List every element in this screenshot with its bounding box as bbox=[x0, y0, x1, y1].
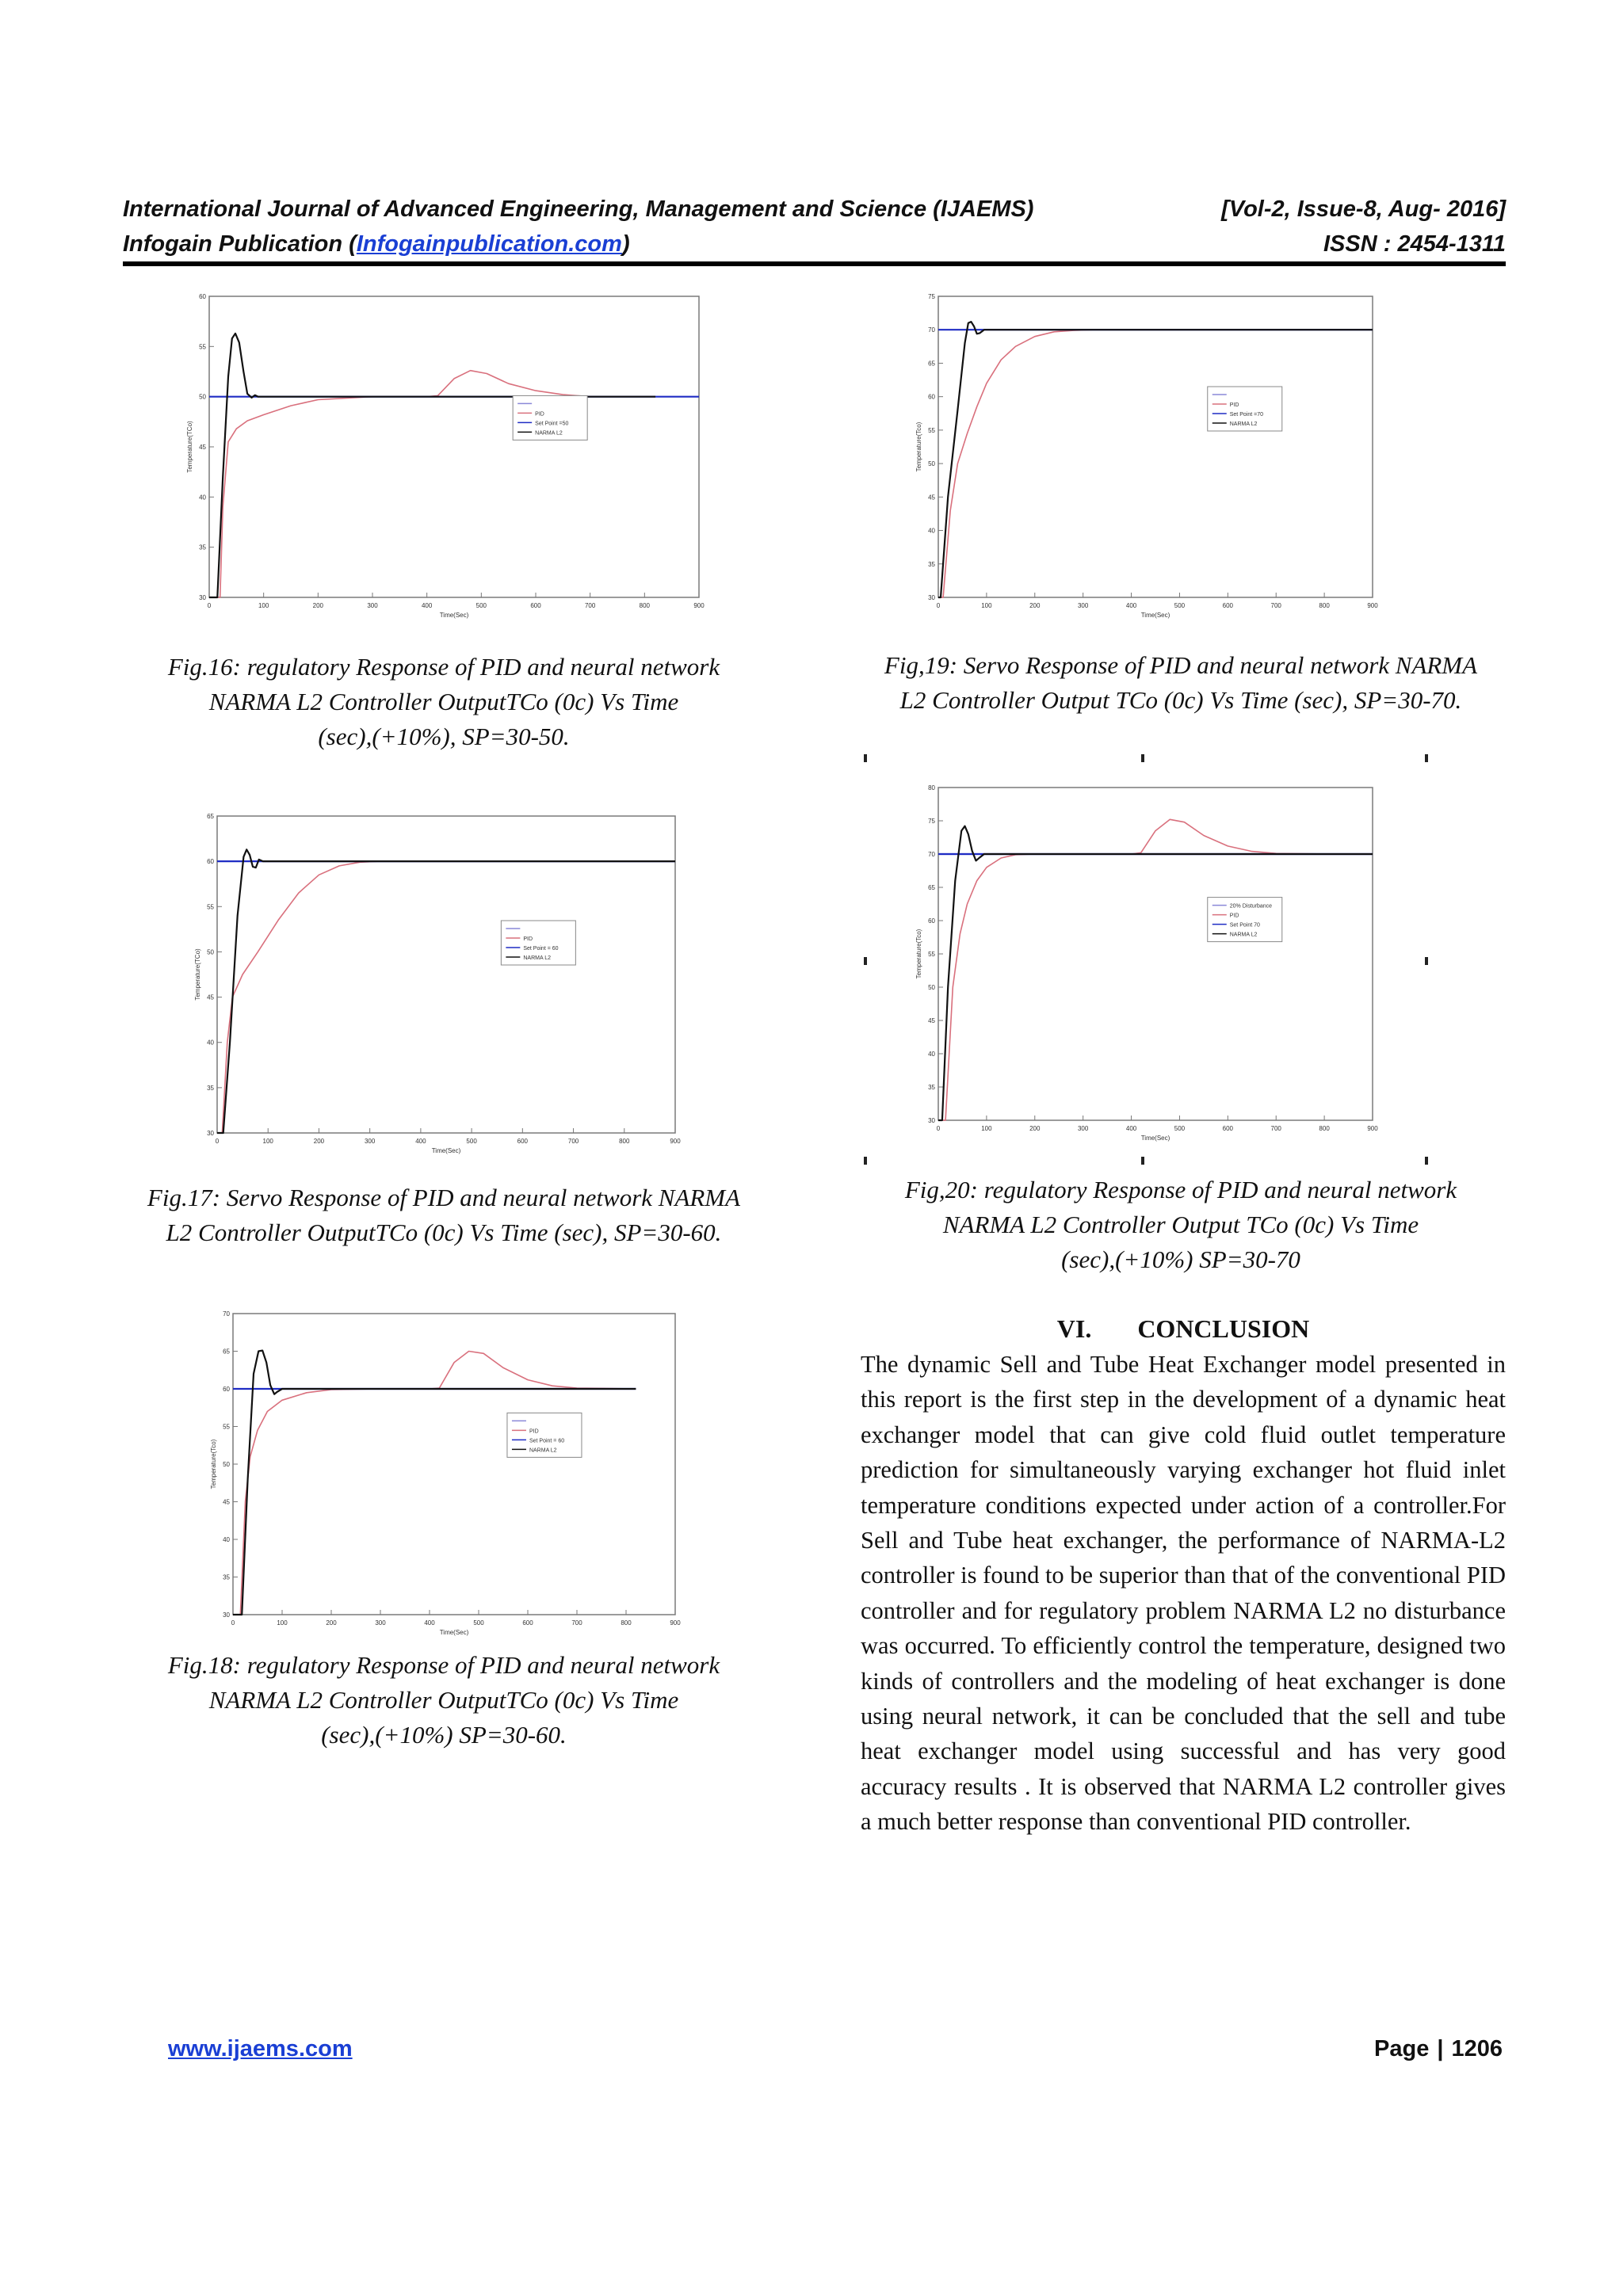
x-tick-label: 900 bbox=[1367, 602, 1378, 609]
legend-label: NARMA L2 bbox=[535, 430, 563, 437]
x-tick-label: 400 bbox=[1125, 1125, 1137, 1132]
x-tick-label: 0 bbox=[231, 1619, 235, 1627]
x-axis-label: Time(Sec) bbox=[431, 1147, 461, 1154]
x-tick-label: 900 bbox=[670, 1138, 681, 1145]
section-title: CONCLUSION bbox=[1137, 1314, 1310, 1343]
y-tick-label: 35 bbox=[928, 560, 935, 568]
y-tick-label: 60 bbox=[223, 1386, 230, 1393]
x-axis-label: Time(Sec) bbox=[1140, 612, 1170, 619]
y-tick-label: 30 bbox=[928, 594, 935, 601]
figure-16-caption: Fig.16: regulatory Response of PID and neural network NARMA L2 Controller OutputTCo (0c) Vs Time (sec),(+10%), SP=30-50. bbox=[167, 653, 720, 750]
x-tick-label: 100 bbox=[258, 602, 269, 609]
figure-17-svg bbox=[190, 811, 682, 1160]
x-tick-label: 900 bbox=[670, 1619, 681, 1627]
y-tick-label: 75 bbox=[928, 818, 935, 825]
legend bbox=[513, 395, 587, 440]
figure-17-chart bbox=[190, 811, 682, 1160]
y-tick-label: 70 bbox=[928, 326, 935, 334]
legend bbox=[507, 1413, 582, 1457]
y-tick-label: 30 bbox=[928, 1117, 935, 1124]
x-tick-label: 300 bbox=[375, 1619, 386, 1627]
legend-label: NARMA L2 bbox=[529, 1447, 557, 1454]
footer-page-number: Page | 1206 bbox=[1374, 2036, 1503, 2061]
legend-label: PID bbox=[1229, 402, 1239, 408]
x-tick-label: 700 bbox=[1270, 1125, 1281, 1132]
legend-label: PID bbox=[535, 411, 544, 418]
x-tick-label: 700 bbox=[571, 1619, 582, 1627]
y-axis-label: Temperature(Tco) bbox=[915, 421, 922, 472]
y-tick-label: 40 bbox=[928, 527, 935, 535]
x-tick-label: 800 bbox=[619, 1138, 630, 1145]
x-tick-label: 400 bbox=[421, 602, 433, 609]
x-tick-label: 500 bbox=[1174, 602, 1186, 609]
x-tick-label: 400 bbox=[1125, 602, 1137, 609]
volume-info: [Vol-2, Issue-8, Aug- 2016] bbox=[1221, 196, 1506, 222]
x-tick-label: 300 bbox=[367, 602, 378, 609]
x-tick-label: 100 bbox=[981, 602, 992, 609]
figure-20-chart bbox=[911, 783, 1379, 1147]
x-tick-label: 800 bbox=[621, 1619, 632, 1627]
plot-frame bbox=[938, 788, 1373, 1120]
y-tick-label: 80 bbox=[928, 784, 935, 791]
y-tick-label: 55 bbox=[223, 1423, 230, 1431]
x-tick-label: 200 bbox=[1029, 602, 1041, 609]
y-tick-label: 30 bbox=[207, 1130, 214, 1137]
plot-frame bbox=[938, 296, 1373, 597]
x-tick-label: 300 bbox=[364, 1138, 376, 1145]
x-tick-label: 100 bbox=[981, 1125, 992, 1132]
stray-mark bbox=[864, 1157, 867, 1165]
y-tick-label: 50 bbox=[928, 460, 935, 468]
section-heading bbox=[861, 1311, 1506, 1346]
plot-frame bbox=[217, 816, 675, 1133]
x-tick-label: 600 bbox=[522, 1619, 533, 1627]
y-tick-label: 65 bbox=[928, 884, 935, 891]
y-tick-label: 60 bbox=[199, 293, 206, 300]
y-tick-label: 70 bbox=[223, 1310, 230, 1318]
x-axis-label: Time(Sec) bbox=[439, 612, 469, 619]
x-tick-label: 200 bbox=[326, 1619, 337, 1627]
plot-frame bbox=[233, 1314, 675, 1615]
legend-label: NARMA L2 bbox=[523, 955, 551, 961]
publisher-line: Infogain Publication (Infogainpublication.com) bbox=[123, 231, 630, 257]
stray-mark bbox=[1425, 754, 1428, 762]
x-tick-label: 500 bbox=[475, 602, 487, 609]
y-tick-label: 40 bbox=[199, 494, 206, 502]
y-tick-label: 65 bbox=[223, 1348, 230, 1356]
x-tick-label: 800 bbox=[1319, 1125, 1330, 1132]
x-tick-label: 400 bbox=[424, 1619, 435, 1627]
y-axis-label: Temperature(TCo) bbox=[194, 948, 201, 1001]
legend bbox=[1208, 898, 1282, 942]
y-tick-label: 60 bbox=[928, 917, 935, 925]
x-tick-label: 300 bbox=[1077, 602, 1089, 609]
figure-20-caption: Fig,20: regulatory Response of PID and neural network NARMA L2 Controller Output TCo (0c) Vs Time (sec),(+10%) SP=30-70 bbox=[904, 1176, 1457, 1273]
x-tick-label: 900 bbox=[1367, 1125, 1378, 1132]
stray-mark bbox=[1141, 1157, 1144, 1165]
figure-20-svg bbox=[911, 783, 1379, 1147]
stray-mark bbox=[864, 957, 867, 965]
y-tick-label: 45 bbox=[207, 994, 214, 1001]
y-axis-label: Temperature(Tco) bbox=[915, 929, 922, 979]
y-tick-label: 60 bbox=[928, 393, 935, 401]
figure-16-svg bbox=[182, 292, 705, 624]
footer-url-link[interactable]: www.ijaems.com bbox=[168, 2036, 353, 2061]
x-tick-label: 300 bbox=[1077, 1125, 1089, 1132]
figure-18-caption: Fig.18: regulatory Response of PID and neural network NARMA L2 Controller OutputTCo (0c) Vs Time (sec),(+10%) SP=30-60. bbox=[167, 1651, 720, 1749]
y-tick-label: 30 bbox=[223, 1611, 230, 1619]
x-tick-label: 800 bbox=[639, 602, 651, 609]
stray-mark bbox=[1425, 1157, 1428, 1165]
x-tick-label: 100 bbox=[262, 1138, 273, 1145]
conclusion-paragraph: The dynamic Sell and Tube Heat Exchanger model presented in this report is the first step in the development of a dynamic heat exchanger model that can give cold fluid outlet temperature prediction for simultaneously varying exchanger hot fluid inlet temperature conditions expected under action of a controller.For Sell and Tube heat exchanger, the performance of NARMA-L2 controller is found to be superior than that of the conventional PID controller and for regulatory problem NARMA L2 no disturbance was occurred. To efficiently control the temperature, designed two kinds of controllers and the modeling of heat exchanger is done using neural network, it can be concluded that the sell and tube heat exchanger model using successful and has very good accuracy results . It is observed that NARMA L2 controller gives a much better response than conventional PID controller. bbox=[861, 1351, 1506, 1836]
x-tick-label: 700 bbox=[584, 602, 596, 609]
legend-label: NARMA L2 bbox=[1229, 421, 1258, 427]
x-tick-label: 100 bbox=[277, 1619, 288, 1627]
y-tick-label: 55 bbox=[928, 951, 935, 958]
journal-title: International Journal of Advanced Engineering, Management and Science (IJAEMS) bbox=[123, 196, 1034, 222]
y-tick-label: 40 bbox=[207, 1039, 214, 1047]
legend-label: PID bbox=[523, 936, 533, 942]
y-tick-label: 40 bbox=[928, 1051, 935, 1058]
figure-18-chart bbox=[206, 1309, 682, 1642]
x-tick-label: 0 bbox=[215, 1138, 220, 1145]
x-tick-label: 600 bbox=[517, 1138, 529, 1145]
figure-19-chart bbox=[911, 292, 1379, 624]
y-tick-label: 50 bbox=[207, 948, 214, 956]
stray-mark bbox=[1425, 957, 1428, 965]
x-tick-label: 500 bbox=[473, 1619, 484, 1627]
y-axis-label: Temperature(Tco) bbox=[210, 1439, 217, 1489]
y-tick-label: 55 bbox=[928, 426, 935, 434]
section-number: VI. bbox=[1056, 1314, 1092, 1343]
figure-19-svg bbox=[911, 292, 1379, 624]
x-tick-label: 200 bbox=[312, 602, 324, 609]
page-header bbox=[123, 192, 1506, 261]
y-tick-label: 50 bbox=[199, 393, 206, 401]
legend-label: Set Point 70 bbox=[1229, 922, 1260, 929]
figure-17-caption: Fig.17: Servo Response of PID and neural network NARMA L2 Controller OutputTCo (0c) Vs Time (sec), SP=30-60. bbox=[147, 1184, 741, 1246]
x-tick-label: 200 bbox=[313, 1138, 325, 1145]
x-tick-label: 200 bbox=[1029, 1125, 1041, 1132]
y-tick-label: 60 bbox=[207, 858, 214, 866]
y-tick-label: 55 bbox=[199, 343, 206, 351]
legend bbox=[501, 921, 575, 965]
y-tick-label: 45 bbox=[223, 1498, 230, 1506]
x-axis-label: Time(Sec) bbox=[1140, 1135, 1170, 1142]
y-tick-label: 30 bbox=[199, 594, 206, 601]
figure-18-svg bbox=[206, 1309, 682, 1642]
y-tick-label: 45 bbox=[199, 444, 206, 451]
x-tick-label: 0 bbox=[207, 602, 212, 609]
legend-label: PID bbox=[529, 1428, 539, 1435]
y-tick-label: 35 bbox=[928, 1084, 935, 1091]
x-axis-label: Time(Sec) bbox=[439, 1629, 469, 1636]
legend-label: NARMA L2 bbox=[1229, 932, 1258, 938]
x-tick-label: 600 bbox=[1222, 602, 1234, 609]
y-tick-label: 55 bbox=[207, 903, 214, 911]
x-tick-label: 600 bbox=[530, 602, 541, 609]
x-tick-label: 600 bbox=[1222, 1125, 1234, 1132]
y-tick-label: 65 bbox=[207, 813, 214, 820]
figure-16-chart bbox=[182, 292, 705, 624]
legend bbox=[1208, 387, 1282, 431]
x-tick-label: 800 bbox=[1319, 602, 1330, 609]
plot-frame bbox=[209, 296, 699, 597]
x-tick-label: 400 bbox=[415, 1138, 426, 1145]
y-tick-label: 75 bbox=[928, 293, 935, 300]
y-axis-label: Temperature(TCo) bbox=[186, 421, 193, 473]
y-tick-label: 50 bbox=[223, 1461, 230, 1468]
x-tick-label: 500 bbox=[466, 1138, 477, 1145]
y-tick-label: 45 bbox=[928, 1017, 935, 1024]
legend-label: Set Point =50 bbox=[535, 421, 569, 427]
y-tick-label: 70 bbox=[928, 851, 935, 858]
x-tick-label: 900 bbox=[693, 602, 705, 609]
x-tick-label: 700 bbox=[1270, 602, 1281, 609]
y-tick-label: 40 bbox=[223, 1536, 230, 1543]
figure-19-caption: Fig,19: Servo Response of PID and neural network NARMA L2 Controller Output TCo (0c) Vs Time (sec), SP=30-70. bbox=[884, 651, 1478, 714]
legend-label: 20% Disturbance bbox=[1229, 903, 1273, 910]
x-tick-label: 0 bbox=[936, 1125, 941, 1132]
x-tick-label: 0 bbox=[936, 602, 941, 609]
x-tick-label: 700 bbox=[567, 1138, 579, 1145]
y-tick-label: 35 bbox=[207, 1084, 214, 1092]
issn: ISSN : 2454-1311 bbox=[1323, 231, 1506, 257]
legend-label: PID bbox=[1229, 913, 1239, 919]
y-tick-label: 35 bbox=[223, 1573, 230, 1581]
stray-mark bbox=[1141, 754, 1144, 762]
y-tick-label: 50 bbox=[928, 984, 935, 991]
legend-label: Set Point = 60 bbox=[529, 1438, 565, 1444]
y-tick-label: 45 bbox=[928, 494, 935, 502]
y-tick-label: 65 bbox=[928, 360, 935, 368]
publisher-link[interactable]: Infogainpublication.com bbox=[356, 231, 622, 257]
legend-label: Set Point =70 bbox=[1229, 412, 1263, 418]
stray-mark bbox=[864, 754, 867, 762]
y-tick-label: 35 bbox=[199, 543, 206, 551]
x-tick-label: 500 bbox=[1174, 1125, 1186, 1132]
legend-label: Set Point = 60 bbox=[523, 946, 559, 952]
header-rule bbox=[123, 261, 1506, 266]
